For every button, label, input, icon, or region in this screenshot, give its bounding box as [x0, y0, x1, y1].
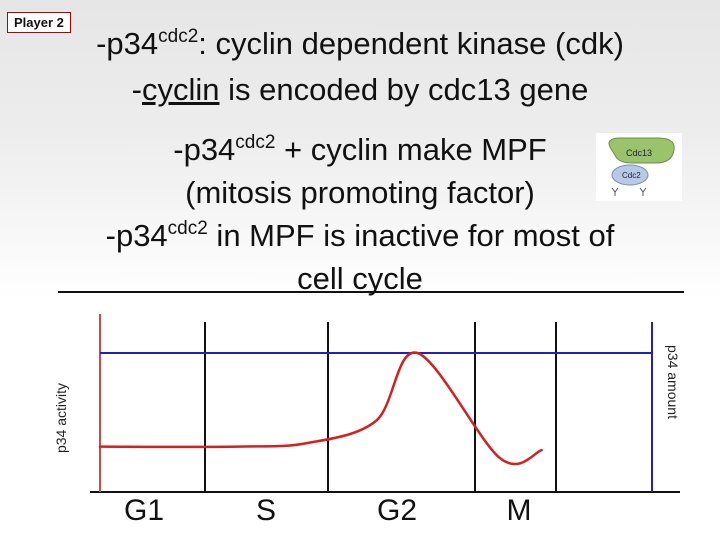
line-cell-cycle: cell cycle	[297, 261, 423, 296]
line3-pre: -p34	[173, 132, 236, 167]
icon-bottom-label: Cdc2	[622, 171, 641, 180]
line5-sup: cdc2	[167, 218, 208, 239]
line3-post: + cyclin make MPF	[275, 132, 547, 167]
y-axis-left-label: p34 activity	[53, 382, 70, 454]
line5-pre: -p34	[105, 218, 168, 253]
phase-label-g2: G2	[376, 494, 418, 527]
line2-underlined: cyclin	[141, 72, 220, 107]
line5-post: in MPF is inactive for most of	[207, 218, 615, 253]
phase-label-m: M	[506, 494, 532, 527]
icon-top-label: Cdc13	[626, 148, 653, 158]
line2-post: is encoded by cdc13 gene	[219, 72, 589, 107]
player-badge: Player 2	[7, 12, 71, 33]
line1-pre: -p34	[96, 26, 159, 61]
phase-label-s: S	[255, 494, 276, 527]
line2-pre: -	[131, 72, 142, 107]
line1-post: : cyclin dependent kinase (cdk)	[198, 26, 624, 61]
y-axis-right-label: p34 amount	[664, 345, 681, 419]
line-mitosis-factor: (mitosis promoting factor)	[185, 175, 535, 210]
phase-label-g1: G1	[123, 494, 165, 527]
line1-sup: cdc2	[158, 26, 199, 47]
line3-sup: cdc2	[235, 132, 276, 153]
